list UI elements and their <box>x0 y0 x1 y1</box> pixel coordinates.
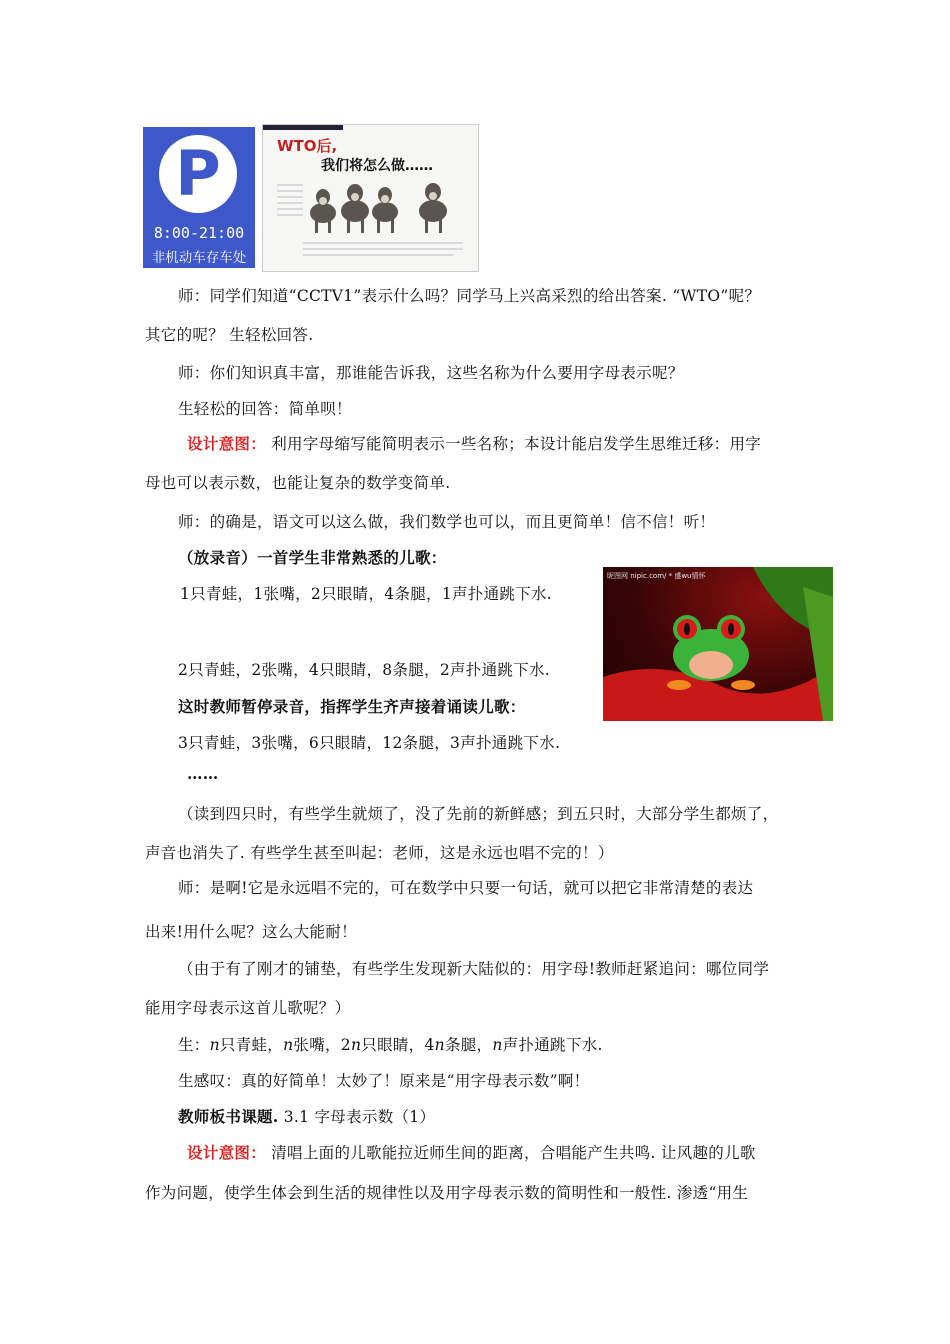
p20-part-d: 只眼睛，4 <box>361 1036 435 1054</box>
paragraph-3: 师：你们知识真丰富，那谁能告诉我，这些名称为什么要用字母表示呢？ <box>178 364 684 382</box>
paragraph-16: 师：是啊!它是永远唱不完的，可在数学中只要一句话，就可以把它非常清楚的表达 <box>178 879 754 897</box>
wolves-illustration <box>263 125 478 271</box>
paragraph-17: 出来!用什么呢？这么大能耐！ <box>145 923 357 941</box>
p20-part-b: 只青蛙， <box>219 1036 284 1054</box>
frog-watermark: 昵图网 nipic.com/ * 盛wu情怀 <box>607 572 706 580</box>
paragraph-18: （由于有了刚才的铺垫，有些学生发现新大陆似的：用字母!教师赶紧追问：哪位同学 <box>178 960 770 978</box>
parking-label: 非机动车存车处 <box>151 250 247 266</box>
variable-n: n <box>283 1036 294 1054</box>
paragraph-7: 师：的确是，语文可以这么做，我们数学也可以，而且更简单！信不信！听！ <box>178 513 716 531</box>
parking-hours: 8:00-21:00 <box>153 224 245 242</box>
song-line-3: 3只青蛙，3张嘴，6只眼睛，12条腿，3声扑通跳下水. <box>178 734 561 752</box>
paragraph-2: 其它的呢？ 生轻松回答. <box>145 326 314 344</box>
paragraph-22 <box>178 1107 435 1127</box>
design-intent-label: 设计意图： <box>187 1143 267 1162</box>
design-intent-text: 利用字母缩写能简明表示一些名称；本设计能启发学生思维迁移：用字 <box>266 435 762 453</box>
paragraph-19: 能用字母表示这首儿歌呢？） <box>145 999 351 1017</box>
design-intent-label: 设计意图： <box>187 434 267 453</box>
p20-part-c: 张嘴，2 <box>293 1036 351 1054</box>
variable-n: n <box>350 1036 362 1054</box>
paragraph-11: 这时教师暂停录音，指挥学生齐声接着诵读儿歌： <box>178 697 526 716</box>
frog-illustration <box>603 567 833 721</box>
paragraph-21: 生感叹：真的好简单！太妙了！原来是“用字母表示数”啊！ <box>178 1072 590 1090</box>
design-intent-text: 清唱上面的儿歌能拉近师生间的距离，合唱能产生共鸣. 让风趣的儿歌 <box>266 1144 756 1162</box>
paragraph-14: （读到四只时，有些学生就烦了，没了先前的新鲜感；到五只时，大部分学生都烦了， <box>178 805 779 823</box>
variable-n: n <box>209 1036 220 1054</box>
song-line-1: 1只青蛙，1张嘴，2只眼睛，4条腿，1声扑通跳下水. <box>180 585 553 603</box>
paragraph-4: 生轻松的回答：简单呗！ <box>178 400 352 418</box>
design-intent-1 <box>187 434 761 454</box>
wto-heading: WTO后, <box>277 137 338 155</box>
frog-image <box>603 567 833 721</box>
paragraph-1: 师：同学们知道“CCTV1”表示什么吗？同学马上兴高采烈的给出答案. “WTO”呢？ <box>178 287 761 305</box>
paragraph-20 <box>178 1035 603 1055</box>
p20-part-e: 条腿， <box>444 1036 493 1054</box>
variable-n: n <box>434 1036 445 1054</box>
p20-part-a: 生： <box>178 1036 210 1054</box>
board-title-label: 教师板书课题. <box>178 1107 279 1126</box>
paragraph-6: 母也可以表示数，也能让复杂的数学变简单. <box>145 474 451 492</box>
design-intent-2 <box>187 1143 756 1163</box>
wto-subheading: 我们将怎么做…… <box>321 158 433 174</box>
parking-circle <box>159 135 237 213</box>
parking-sign-image <box>143 127 255 268</box>
song-line-2: 2只青蛙，2张嘴，4只眼睛，8条腿，2声扑通跳下水. <box>178 661 551 679</box>
paragraph-8: （放录音）一首学生非常熟悉的儿歌： <box>178 548 447 567</box>
p20-part-f: 声扑通跳下水. <box>502 1036 603 1054</box>
wto-wolves-image <box>262 124 479 272</box>
variable-n: n <box>492 1036 503 1054</box>
parking-letter: P <box>175 137 221 210</box>
paragraph-15: 声音也消失了. 有些学生甚至叫起：老师，这是永远也唱不完的！） <box>145 844 614 862</box>
ellipsis-line: …… <box>187 764 219 783</box>
board-title-text: 3.1 字母表示数（1） <box>278 1108 436 1126</box>
paragraph-24: 作为问题，使学生体会到生活的规律性以及用字母表示数的简明性和一般性. 渗透“用生 <box>145 1184 749 1202</box>
